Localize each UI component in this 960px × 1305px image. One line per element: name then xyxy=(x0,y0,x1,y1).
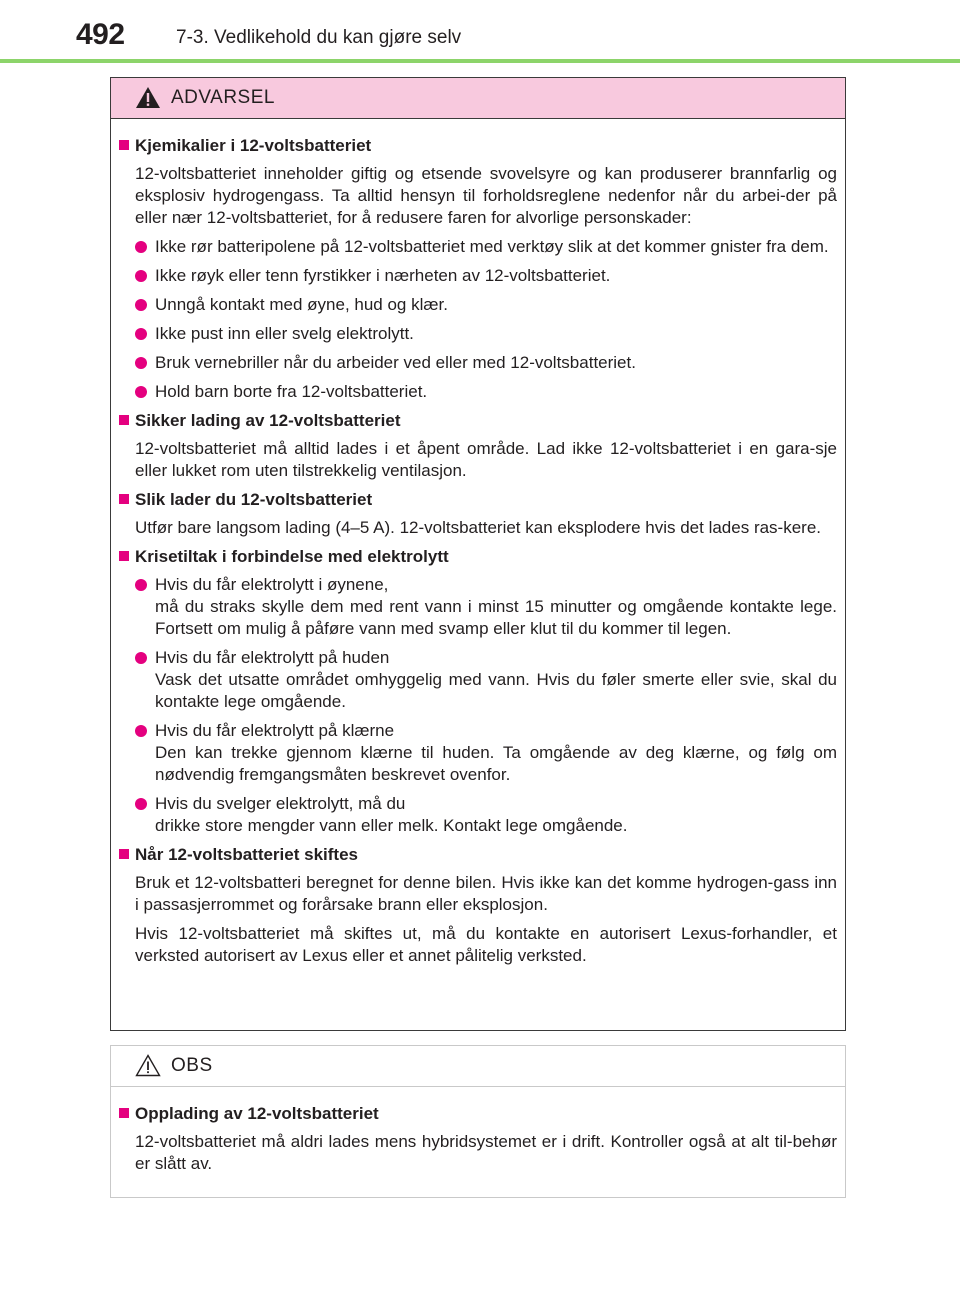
caution-body xyxy=(111,1087,845,1175)
paragraph: 12-voltsbatteriet må aldri lades mens hybridsystemet er i drift. Kontroller også at alt til-behør er slått av. xyxy=(135,1132,837,1173)
paragraph: Utfør bare langsom lading (4–5 A). 12-voltsbatteriet kan eksplodere hvis det lades ras-kere. xyxy=(135,518,822,537)
warning-box xyxy=(110,77,846,1031)
list-item: Hvis du får elektrolytt i øynene, må du straks skylle dem med rent vann i minst 15 minutter og omgående kontakte lege. Fortsett om mulig å påføre vann med svamp eller klut til du kommer til legen. xyxy=(119,574,837,640)
section-heading: Opplading av 12-voltsbatteriet xyxy=(119,1103,837,1125)
caution-triangle-icon xyxy=(135,1054,161,1077)
round-bullet-icon xyxy=(135,270,147,282)
section-heading: Når 12-voltsbatteriet skiftes xyxy=(119,844,837,866)
round-bullet-icon xyxy=(135,798,147,810)
round-bullet-icon xyxy=(135,328,147,340)
list-item: Hvis du svelger elektrolytt, må du drikke store mengder vann eller melk. Kontakt lege omgående. xyxy=(119,793,837,837)
square-bullet-icon xyxy=(119,849,129,859)
round-bullet-icon xyxy=(135,357,147,369)
warning-triangle-icon xyxy=(135,86,161,109)
caution-box xyxy=(110,1045,846,1198)
list-item: Hold barn borte fra 12-voltsbatteriet. xyxy=(119,381,837,403)
square-bullet-icon xyxy=(119,1108,129,1118)
square-bullet-icon xyxy=(119,494,129,504)
round-bullet-icon xyxy=(135,652,147,664)
section-heading: Slik lader du 12-voltsbatteriet xyxy=(119,489,837,511)
round-bullet-icon xyxy=(135,725,147,737)
list-item: Ikke røyk eller tenn fyrstikker i nærheten av 12-voltsbatteriet. xyxy=(119,265,837,287)
round-bullet-icon xyxy=(135,299,147,311)
paragraph: 12-voltsbatteriet inneholder giftig og etsende svovelsyre og kan produserer brannfarlig og eksplosiv hydrogengass. Ta alltid hensyn til forholdsreglene nedenfor når du arbei-der på eller nær 12-voltsbatteriet, for å redusere faren for alvorlige personskader: xyxy=(135,164,837,227)
caution-header xyxy=(111,1046,845,1087)
list-item: Hvis du får elektrolytt på huden Vask det utsatte området omhyggelig med vann. Hvis du føler smerte eller svie, skal du kontakte lege omgående. xyxy=(119,647,837,713)
round-bullet-icon xyxy=(135,579,147,591)
list-item: Ikke rør batteripolene på 12-voltsbatteriet med verktøy slik at det kommer gnister fra dem. xyxy=(119,236,837,258)
section-title: 7-3. Vedlikehold du kan gjøre selv xyxy=(176,27,462,48)
section-heading: Krisetiltak i forbindelse med elektrolytt xyxy=(119,546,837,568)
page-number: 492 xyxy=(76,18,125,51)
section-heading: Sikker lading av 12-voltsbatteriet xyxy=(119,410,837,432)
list-item: Hvis du får elektrolytt på klærne Den kan trekke gjennom klærne til huden. Ta omgående av deg klærne, og følg om nødvendig fremgangsmåten beskrevet ovenfor. xyxy=(119,720,837,786)
list-item: Bruk vernebriller når du arbeider ved eller med 12-voltsbatteriet. xyxy=(119,352,837,374)
round-bullet-icon xyxy=(135,386,147,398)
paragraph: Bruk et 12-voltsbatteri beregnet for denne bilen. Hvis ikke kan det komme hydrogen-gass inn i passasjerrommet og forårsake brann eller eksplosjon. xyxy=(135,873,837,914)
warning-body xyxy=(111,119,845,967)
square-bullet-icon xyxy=(119,551,129,561)
square-bullet-icon xyxy=(119,415,129,425)
round-bullet-icon xyxy=(135,241,147,253)
warning-title: ADVARSEL xyxy=(171,87,275,108)
page-header xyxy=(0,0,960,60)
square-bullet-icon xyxy=(119,140,129,150)
section-heading: Kjemikalier i 12-voltsbatteriet xyxy=(119,135,837,157)
list-item: Ikke pust inn eller svelg elektrolytt. xyxy=(119,323,837,345)
warning-header xyxy=(111,78,845,119)
header-rule xyxy=(0,59,960,63)
list-item: Unngå kontakt med øyne, hud og klær. xyxy=(119,294,837,316)
paragraph: Hvis 12-voltsbatteriet må skiftes ut, må du kontakte en autorisert Lexus-forhandler, et verksted autorisert av Lexus eller et annet pålitelig verksted. xyxy=(135,924,837,965)
caution-title: OBS xyxy=(171,1055,213,1076)
paragraph: 12-voltsbatteriet må alltid lades i et åpent område. Lad ikke 12-voltsbatteriet i en gara-sje eller lukket rom uten tilstrekkelig ventilasjon. xyxy=(135,439,837,480)
